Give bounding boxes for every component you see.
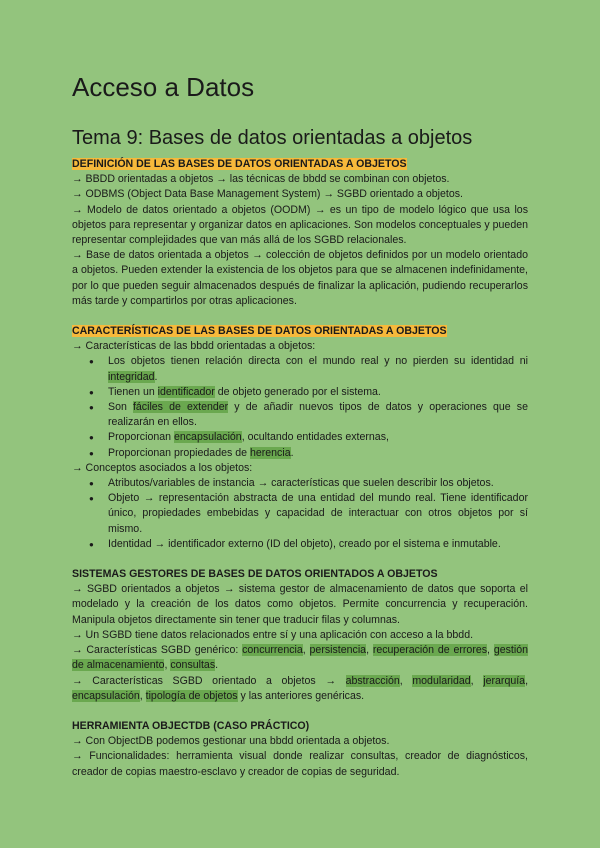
list-item: ● Los objetos tienen relación directa con el mundo real y no pierden su identidad ni integridad. <box>108 354 528 384</box>
list-item: ● Proporcionan propiedades de herencia. <box>108 446 528 461</box>
section-objectdb-title: HERRAMIENTA OBJECTDB (CASO PRÁCTICO) <box>72 719 310 732</box>
highlighted-term: encapsulación <box>173 431 242 444</box>
highlighted-term: jerarquía <box>483 674 526 687</box>
document-title: Acceso a Datos <box>72 72 255 102</box>
highlighted-term: identificador <box>157 385 215 398</box>
section-characteristics <box>72 324 528 552</box>
paragraph: → Un SGBD tiene datos relacionados entre sí y una aplicación con acceso a la bbdd. <box>72 628 474 641</box>
paragraph: → Conceptos asociados a los objetos: <box>72 461 253 474</box>
section-objectdb <box>72 719 528 780</box>
section-sgbd-title: SISTEMAS GESTORES DE BASES DE DATOS ORIENTADOS A OBJETOS <box>72 568 438 581</box>
section-characteristics-title: CARACTERÍSTICAS DE LAS BASES DE DATOS ORIENTADAS A OBJETOS <box>72 325 447 338</box>
topic-title: Tema 9: Bases de datos orientadas a objetos <box>72 127 473 149</box>
list-item: ● Son fáciles de extender y de añadir nuevos tipos de datos y operaciones que se realizarán en ellos. <box>108 400 528 430</box>
highlighted-term: fáciles de extender <box>132 401 229 414</box>
paragraph: → Con ObjectDB podemos gestionar una bbdd orientada a objetos. <box>72 735 390 748</box>
highlighted-term: encapsulación <box>72 689 140 702</box>
list-item: ● Objeto → representación abstracta de una entidad del mundo real. Tiene identificador único, propiedades embebidas y capacidad de interactuar con otros objetos por sí mismo. <box>108 491 528 537</box>
characteristics-list <box>72 354 528 460</box>
list-item: ● Identidad → identificador externo (ID del objeto), creado por el sistema e inmutable. <box>108 537 528 552</box>
section-sgbd <box>72 567 528 704</box>
paragraph: → Modelo de datos orientado a objetos (OODM) → es un tipo de modelo lógico que usa los objetos para representar y organizar datos en aplicaciones. Son modelos conceptuales y pueden representar complejidades que van más allá de los SGBD relacionales. <box>72 203 528 247</box>
highlighted-term: tipología de objetos <box>145 689 238 702</box>
highlighted-term: abstracción <box>345 674 400 687</box>
paragraph: → Funcionalidades: herramienta visual donde realizar consultas, creador de diagnósticos, creador de copias maestro-esclavo y creador de copias de seguridad. <box>72 750 528 778</box>
highlighted-term: recuperación de errores <box>372 644 488 657</box>
paragraph: → Base de datos orientada a objetos → colección de objetos definidos por un modelo orientado a objetos. Pueden extender la existencia de los objetos para que se almacenen indefinidamente, por lo que pueden seguir almacenados después de finalizar la aplicación, pudiendo recuperarlos más tarde y compartirlos por otras aplicaciones. <box>72 249 528 307</box>
paragraph: → BBDD orientadas a objetos → las técnicas de bbdd se combinan con objetos. <box>72 173 450 186</box>
paragraph: → SGBD orientados a objetos → sistema gestor de almacenamiento de datos que soporta el modelado y la creación de los datos como objetos. Permite concurrencia y recuperación. Manipula objetos directamente sin tener que traducir filas y columnas. <box>72 583 528 626</box>
highlighted-term: modularidad <box>412 674 471 687</box>
highlighted-term: consultas <box>170 659 216 672</box>
highlighted-term: concurrencia <box>242 644 303 657</box>
document-body <box>72 157 528 780</box>
highlighted-term: gestión de almacenamiento <box>72 644 528 672</box>
highlighted-term: herencia <box>249 446 291 459</box>
concepts-list <box>72 476 528 552</box>
section-definition-title: DEFINICIÓN DE LAS BASES DE DATOS ORIENTADAS A OBJETOS <box>72 158 407 170</box>
paragraph: → Características SGBD genérico: concurrencia, persistencia, recuperación de errores, gestión de almacenamiento, consultas. <box>72 644 528 672</box>
list-item: ● Atributos/variables de instancia → características que suelen describir los objetos. <box>108 476 528 491</box>
paragraph: → Características SGBD orientado a objetos → abstracción, modularidad, jerarquía, encapsulación, tipología de objetos y las anteriores genéricas. <box>72 674 529 702</box>
highlighted-term: integridad <box>108 370 155 383</box>
list-item: ● Proporcionan encapsulación, ocultando entidades externas, <box>108 430 528 445</box>
highlighted-term: persistencia <box>309 644 367 657</box>
section-definition <box>72 157 528 309</box>
paragraph: → Características de las bbdd orientadas a objetos: <box>72 340 316 353</box>
paragraph: → ODBMS (Object Data Base Management System) → SGBD orientado a objetos. <box>72 188 463 201</box>
list-item: ● Tienen un identificador de objeto generado por el sistema. <box>108 385 528 400</box>
